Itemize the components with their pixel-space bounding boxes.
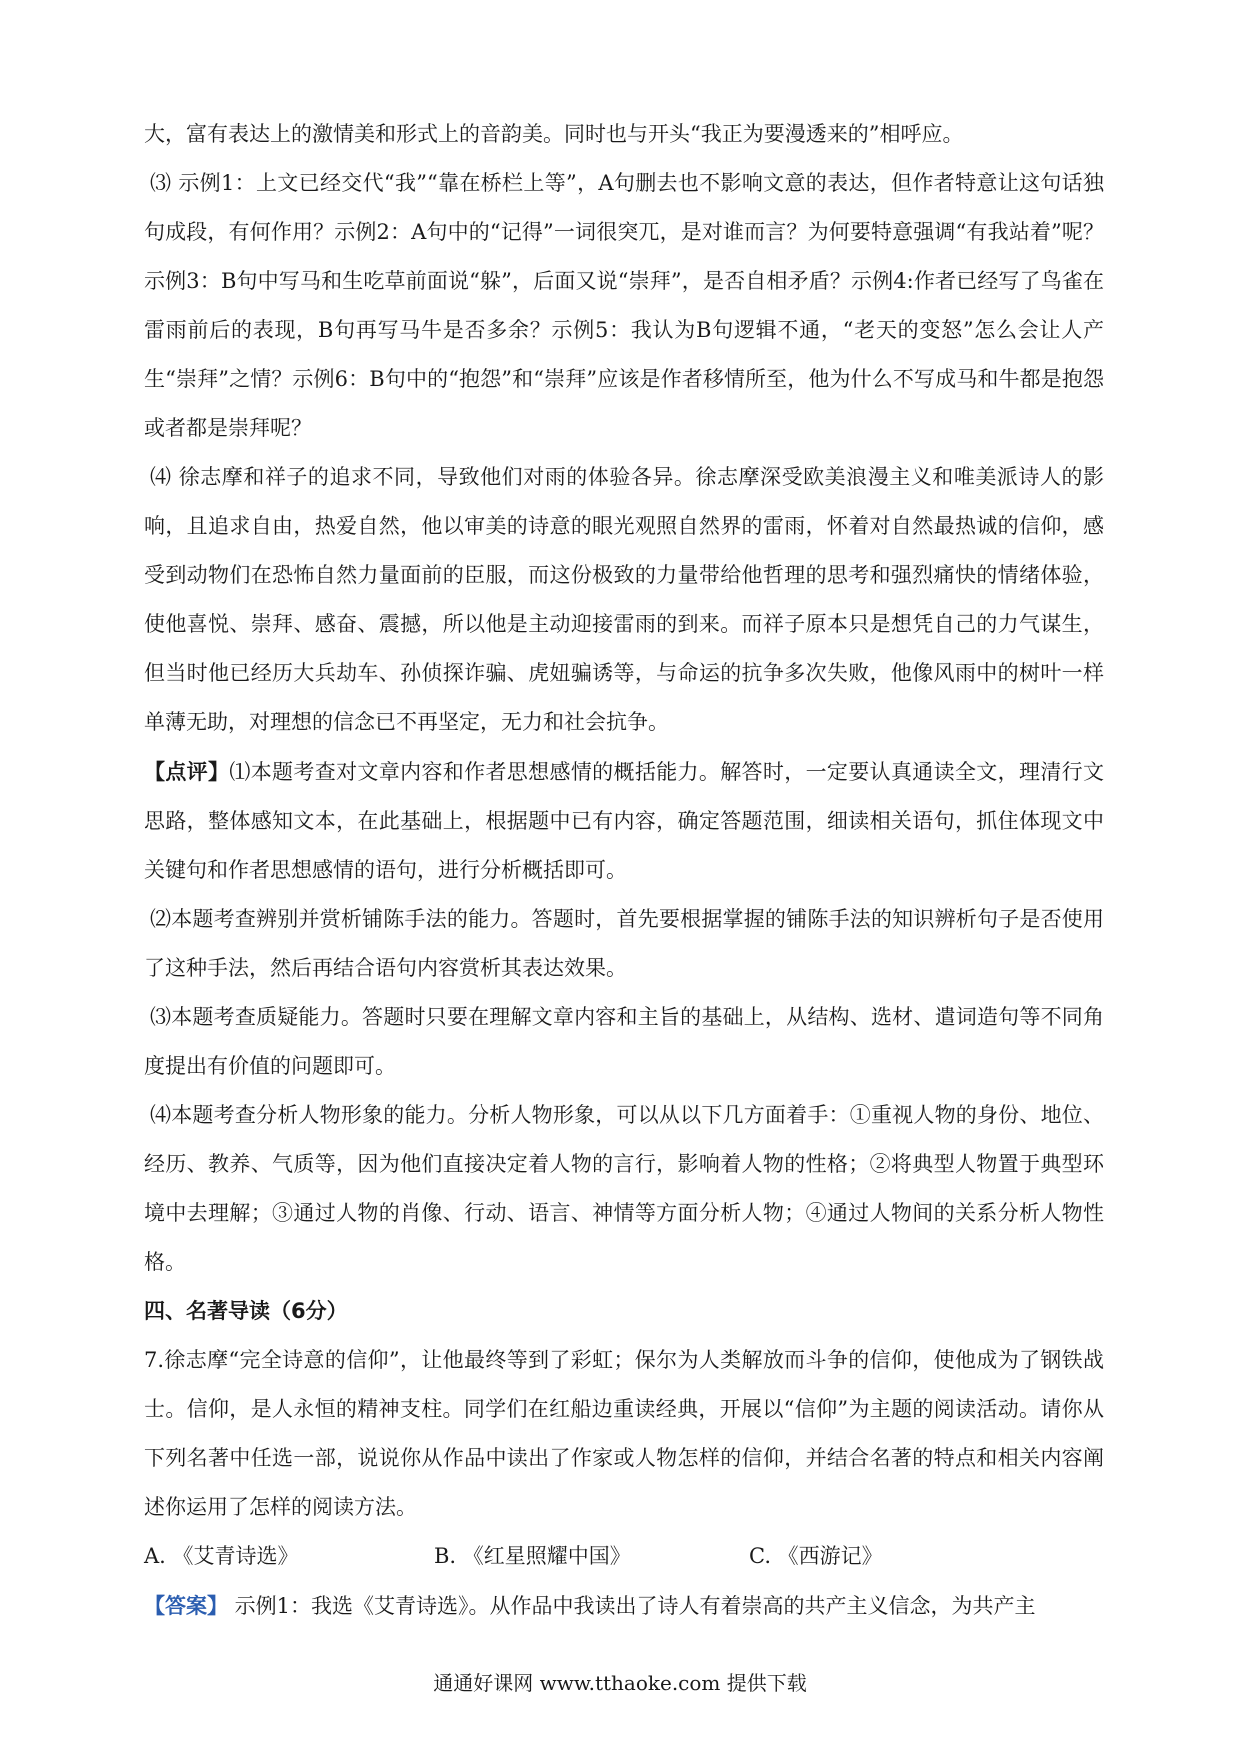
comment-part-1 (144, 747, 1104, 895)
question-options (144, 1532, 1104, 1581)
comment-part-2: ⑵本题考查辨别并赏析铺陈手法的能力。答题时，首先要根据掌握的铺陈手法的知识辨析句子是否使用了这种手法，然后再结合语句内容赏析其表达效果。 (144, 907, 1104, 980)
question-7: 7.徐志摩“完全诗意的信仰”，让他最终等到了彩虹；保尔为人类解放而斗争的信仰，使他成为了钢铁战士。信仰，是人永恒的精神支柱。同学们在红船边重读经典，开展以“信仰”为主题的阅读活动。请你从下列名著中任选一部，说说你从作品中读出了作家或人物怎样的信仰，并结合名著的特点和相关内容阐述你运用了怎样的阅读方法。 (144, 1348, 1104, 1519)
comment-part-1-text: ⑴本题考查对文章内容和作者思想感情的概括能力。解答时，一定要认真通读全文，理清行文思路，整体感知文本，在此基础上，根据题中已有内容，确定答题范围，细读相关语句，抓住体现文中关键句和作者思想感情的语句，进行分析概括即可。 (144, 760, 1105, 882)
answer-part-4: ⑷ 徐志摩和祥子的追求不同，导致他们对雨的体验各异。徐志摩深受欧美浪漫主义和唯美派诗人的影响，且追求自由，热爱自然，他以审美的诗意的眼光观照自然界的雷雨，怀着对自然最热诚的信仰，感受到动物们在恐怖自然力量面前的臣服，而这份极致的力量带给他哲理的思考和强烈痛快的情绪体验，使他喜悦、崇拜、感奋、震撼，所以他是主动迎接雷雨的到来。而祥子原本只是想凭自己的力气谋生，但当时他已经历大兵劫车、孙侦探诈骗、虎妞骗诱等，与命运的抗争多次失败，他像风雨中的树叶一样单薄无助，对理想的信念已不再坚定，无力和社会抗争。 (144, 465, 1104, 734)
answer-label: 【答案】 (144, 1593, 228, 1618)
option-a: A. 《艾青诗选》 (144, 1544, 299, 1568)
comment-part-4: ⑷本题考查分析人物形象的能力。分析人物形象，可以从以下几方面着手：①重视人物的身份、地位、经历、教养、气质等，因为他们直接决定着人物的言行，影响着人物的性格；②将典型人物置于典型环境中去理解；③通过人物的肖像、行动、语言、神情等方面分析人物；④通过人物间的关系分析人物性格。 (144, 1103, 1104, 1274)
comment-part-3: ⑶本题考查质疑能力。答题时只要在理解文章内容和主旨的基础上，从结构、选材、遣词造句等不同角度提出有价值的问题即可。 (144, 1005, 1104, 1078)
page-footer: 通通好课网 www.tthaoke.com 提供下载 (433, 1671, 807, 1695)
option-b: B. 《红星照耀中国》 (434, 1544, 631, 1568)
page-content (144, 110, 1104, 1631)
option-c: C. 《西游记》 (749, 1544, 883, 1568)
answer-part-3: ⑶ 示例1：上文已经交代“我”“靠在桥栏上等”，A句删去也不影响文意的表达，但作者特意让这句话独句成段，有何作用？示例2：A句中的“记得”一词很突兀，是对谁而言？为何要特意强调“有我站着”呢？示例3：B句中写马和生吃草前面说“躲”，后面又说“崇拜”，是否自相矛盾？示例4:作者已经写了鸟雀在雷雨前后的表现，B句再写马牛是否多余？示例5：我认为B句逻辑不通，“老天的变怒”怎么会让人产生“崇拜”之情？示例6：B句中的“抱怨”和“崇拜”应该是作者移情所至，他为什么不写成马和牛都是抱怨或者都是崇拜呢？ (144, 171, 1104, 440)
comment-label: 【点评】 (144, 759, 230, 784)
answer-text: 示例1：我选《艾青诗选》。从作品中我读出了诗人有着崇高的共产主义信念，为共产主 (228, 1594, 1036, 1618)
intro-paragraph: 大，富有表达上的激情美和形式上的音韵美。同时也与开头“我正为要漫透来的”相呼应。 (144, 122, 964, 146)
answer-paragraph (144, 1581, 1104, 1631)
section-heading: 四、名著导读（6分） (144, 1299, 348, 1323)
